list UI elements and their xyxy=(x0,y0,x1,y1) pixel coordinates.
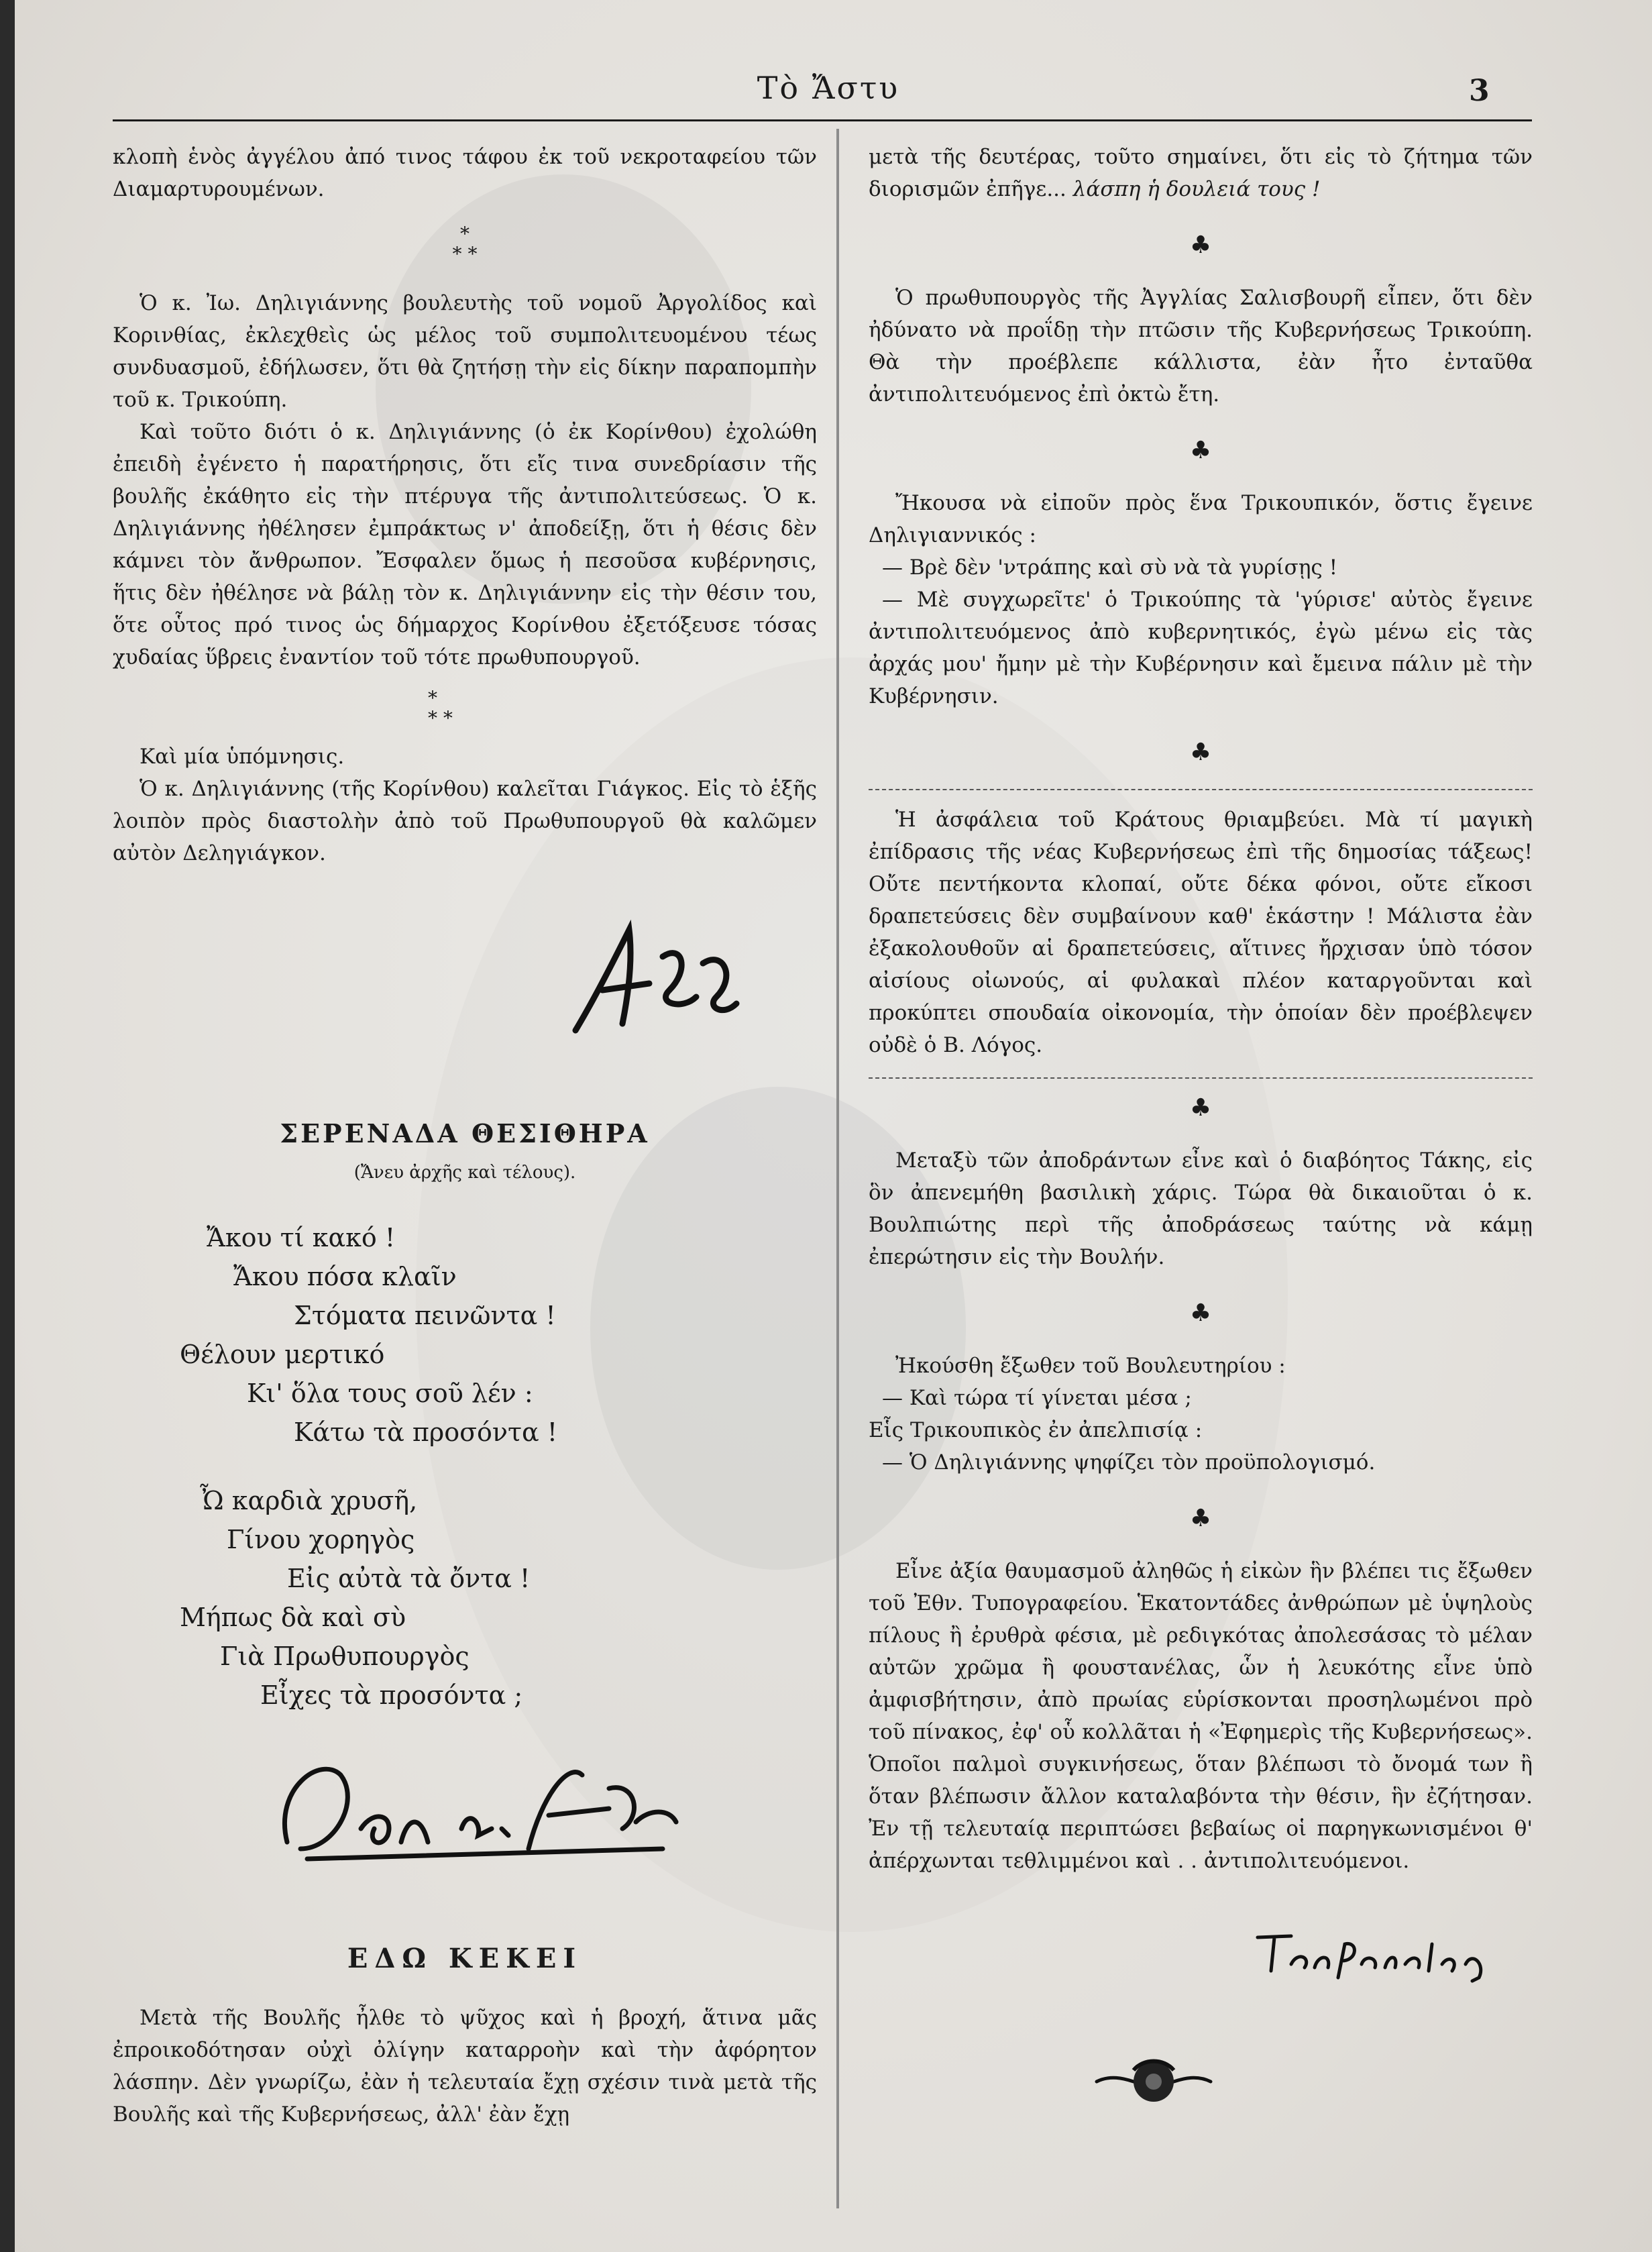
section-title-edo-kekei: ΕΔΩ ΚΕΚΕΙ xyxy=(347,1943,583,1974)
poem-line: Γίνου χορηγὸς xyxy=(227,1525,415,1554)
club-ornament-icon: ♣ xyxy=(1189,231,1212,259)
club-ornament-icon: ♣ xyxy=(1189,1094,1212,1122)
right-para-1 xyxy=(869,141,1533,205)
newspaper-title: Τὸ Ἄστυ xyxy=(757,70,900,106)
poem-line: Ὦ καρδιὰ χρυσῆ, xyxy=(200,1486,418,1515)
fleuron-icon xyxy=(1090,2045,1217,2112)
left-para-3: Καὶ τοῦτο διότι ὁ κ. Δηλιγιάννης (ὁ ἐκ Κορίνθου) ἐχολώθη ἐπειδὴ ἐγένετο ἡ παρατήρησις, ὅτι εἴς τινα συνεδρίασιν τῆς βουλῆς ἐκάθητο εἰς τὴν πτέρυγα τῆς ἀντιπολιτεύσεως. Ὁ κ. Δηλιγιάννης ἠθέλησεν ἐμπράκτως ν' ἀποδείξῃ, ὅτι ἡ θέσις δὲν κάμνει τὸν ἄνθρωπον. Ἔσφαλεν ὅμως ἡ πεσοῦσα κυβέρνησις, ἥτις δὲν ἠθέλησε νὰ βάλῃ τὸν κ. Δηλιγιάννην εἰς τὴν θέσιν του, ὅτε οὗτος πρό τινος ὡς δήμαρχος Κορίνθου ἐξετόξευσε τόσας χυδαίας ὕβρεις ἐναντίον τοῦ τότε πρωθυπουργοῦ. xyxy=(113,420,817,669)
club-ornament-icon: ♣ xyxy=(1189,1299,1212,1327)
left-column xyxy=(113,141,817,2131)
right-para-1-emphasis: λάσπη ἡ δουλειά τους ! xyxy=(1072,177,1321,201)
poem-line: Κάτω τὰ προσόντα ! xyxy=(294,1417,558,1447)
club-ornament-icon: ♣ xyxy=(1189,437,1212,464)
poem-line: Θέλουν μερτικό xyxy=(180,1340,385,1369)
poem-line: Ἄκου τί κακό ! xyxy=(207,1223,396,1252)
poem-line: Κι' ὅλα τους σοῦ λέν : xyxy=(247,1379,533,1408)
signature-isopanaios xyxy=(1251,1924,1519,1984)
left-para-5: Ὁ κ. Δηλιγιάννης (τῆς Κορίνθου) καλεῖται Γιάγκος. Εἰς τὸ ἑξῆς λοιπὸν πρὸς διαστολὴν ἀπὸ τοῦ Πρωθυπουργοῦ θὰ καλῶμεν αὐτὸν Δεληγιάγκον. xyxy=(113,777,817,865)
right-dialogue-3: — Καὶ τώρα τί γίνεται μέσα ; xyxy=(882,1386,1192,1410)
left-para-1: κλοπὴ ἑνὸς ἀγγέλου ἀπό τινος τάφου ἐκ τοῦ νεκροταφείου τῶν Διαμαρτυρουμένων. xyxy=(113,145,817,201)
right-para-4: Ἡ ἀσφάλεια τοῦ Κράτους θριαμβεύει. Μὰ τί μαγικὴ ἐπίδρασις τῆς νέας Κυβερνήσεως ἐπὶ τῆς δημοσίας τάξεως! Οὔτε πεντήκοντα κλοπαί, οὔτε δέκα φόνοι, οὔτε εἴκοσι δραπετεύσεις δὲν συμβαίνουν καθ' ἑκάστην ! Μάλιστα ἐὰν ἐξακολουθοῦν αἱ δραπετεύσεις, αἵτινες ἤρχισαν ὑπὸ τόσον αἰσίους οἰωνούς, αἱ φυλακαὶ πλέον καταργοῦνται καὶ προκύπτει σπουδαία οἰκονομία, τὴν ὁποίαν δὲν προέβλεψεν οὐδὲ ὁ Β. Λόγος. xyxy=(869,808,1533,1057)
poem xyxy=(180,1218,817,1715)
page-number: 3 xyxy=(1469,74,1490,108)
left-para-2: Ὁ κ. Ἰω. Δηλιγιάννης βουλευτὴς τοῦ νομοῦ Ἀργολίδος καὶ Κορινθίας, ἐκλεχθεὶς ὡς μέλος τοῦ συμπολιτευομένου τέως συνδυασμοῦ, ἐδήλωσεν, ὅτι θὰ ζητήσῃ τὴν εἰς δίκην παραπομπὴν τοῦ κ. Τρικούπη. xyxy=(113,291,817,412)
asterism-2: * * * xyxy=(428,687,453,729)
poem-line: Γιὰ Πρωθυπουργὸς xyxy=(220,1642,470,1671)
left-para-6: Μετὰ τῆς Βουλῆς ἦλθε τὸ ψῦχος καὶ ἡ βροχή, ἅτινα μᾶς ἐπροικοδότησαν οὐχὶ ὀλίγην καταρροὴν καὶ τὴν ἀφόρητον λάσπην. Δὲν γνωρίζω, ἐὰν ἡ τελευταία ἔχῃ σχέσιν τινὰ μετὰ τῆς Βουλῆς καὶ τῆς Κυβερνήσεως, ἀλλ' ἐὰν ἔχῃ xyxy=(113,2006,817,2127)
right-para-3: Ἤκουσα νὰ εἰποῦν πρὸς ἕνα Τρικουπικόν, ὅστις ἔγεινε Δηλιγιαννικός : xyxy=(869,491,1533,547)
right-column xyxy=(869,141,1533,2112)
right-dialogue-2: — Μὲ συγχωρεῖτε' ὁ Τρικούπης τὰ 'γύρισε' αὐτὸς ἔγεινε ἀντιπολιτευόμενος ἀπὸ κυβερνητικός, ἐγὼ μένω εἰς τὰς ἀρχάς μου' ἤμην μὲ τὴν Κυβέρνησιν καὶ ἔμεινα πάλιν μὲ τὴν Κυβέρνησιν. xyxy=(869,588,1533,708)
poem-line: Εἰς αὐτὰ τὰ ὄντα ! xyxy=(287,1564,531,1593)
right-para-5: Μεταξὺ τῶν ἀποδράντων εἶνε καὶ ὁ διαβόητος Τάκης, εἰς ὃν ἀπενεμήθη βασιλικὴ χάρις. Τώρα θὰ δικαιοῦται ὁ κ. Βουλπιώτης περὶ τῆς ἀποδράσεως ταύτης νὰ κάμῃ ἐπερώτησιν εἰς τὴν Βουλήν. xyxy=(869,1148,1533,1269)
right-line: Εἷς Τρικουπικὸς ἐν ἀπελπισίᾳ : xyxy=(869,1418,1203,1442)
poem-title: ΣΕΡΕΝΑΔΑ ΘΕΣΙΘΗΡΑ xyxy=(280,1118,650,1148)
right-para-7: Εἶνε ἀξία θαυμασμοῦ ἀληθῶς ἡ εἰκὼν ἣν βλέπει τις ἔξωθεν τοῦ Ἐθν. Τυπογραφείου. Ἑκατοντάδες ἀνθρώπων μὲ ὑψηλοὺς πίλους ἢ ἐρυθρὰ φέσια, μὲ ρεδιγκότας ἀπολεσάσας τὸ μέλαν αὐτῶν χρῶμα ἢ φουστανέλας, ὧν ἡ λευκότης εἶνε ὑπὸ ἀμφισβήτησιν, ἀπὸ πρωίας εὑρίσκονται προσηλωμένοι πρὸ τοῦ πίνακος, ἐφ' οὗ κολλᾶται ἡ «Ἐφημερὶς τῆς Κυβερνήσεως». Ὁποῖοι παλμοὶ συγκινήσεως, ὅταν βλέπωσι τὸ ὄνομά των ἢ ὅταν βλέπωσιν ἄλλον καταλαβόντα τὴν θέσιν, ἣν ἐζήτησαν. Ἐν τῇ τελευταίᾳ περιπτώσει βεβαίως οἱ παρηγκωνισμένοι θ' ἀπέρχωνται τεθλιμμένοι καὶ . . ἀντιπολιτευόμενοι. xyxy=(869,1559,1533,1873)
poem-line: Στόματα πεινῶντα ! xyxy=(294,1301,556,1330)
club-ornament-icon: ♣ xyxy=(1189,1505,1212,1532)
right-para-6: Ἠκούσθη ἔξωθεν τοῦ Βουλευτηρίου : xyxy=(895,1354,1286,1378)
right-dialogue-1: — Βρὲ δὲν 'ντράπης καὶ σὺ νὰ τὰ γυρίσῃς ! xyxy=(882,555,1338,580)
right-para-1-text: μετὰ τῆς δευτέρας, τοῦτο σημαίνει, ὅτι εἰς τὸ ζήτημα τῶν διορισμῶν ἐπῆγε... xyxy=(869,145,1533,201)
section-rule xyxy=(869,1077,1533,1080)
scan-binding-edge xyxy=(0,0,15,2252)
right-para-2: Ὁ πρωθυπουργὸς τῆς Ἀγγλίας Σαλισβουρῆ εἶπεν, ὅτι δὲν ἠδύνατο νὰ προΐδῃ τὴν πτῶσιν τῆς Κυβερνήσεως Τρικούπη. Θὰ τὴν προέβλεπε κάλλιστα, ἐὰν ἦτο ἐνταῦθα ἀντιπολιτευόμενος ἐπὶ ὀκτὼ ἔτη. xyxy=(869,286,1533,407)
left-para-4: Καὶ μία ὑπόμνησις. xyxy=(140,745,345,769)
header-rule xyxy=(113,119,1532,121)
poem-subtitle: (Ἄνευ ἀρχῆς καὶ τέλους). xyxy=(353,1163,576,1183)
signature-don-kai-lota xyxy=(260,1748,703,1869)
poem-line: Ἄκου πόσα κλαῖν xyxy=(233,1262,457,1291)
section-rule xyxy=(869,789,1533,792)
poem-line: Μήπως δὰ καὶ σὺ xyxy=(180,1603,406,1632)
club-ornament-icon: ♣ xyxy=(1189,739,1212,766)
signature-azos xyxy=(555,916,757,1044)
asterism-1: * * * xyxy=(452,223,478,265)
poem-line: Εἶχες τὰ προσόντα ; xyxy=(260,1680,523,1710)
right-dialogue-4: — Ὁ Δηλιγιάννης ψηφίζει τὸν προϋπολογισμό. xyxy=(882,1450,1376,1474)
column-divider xyxy=(836,129,839,2208)
